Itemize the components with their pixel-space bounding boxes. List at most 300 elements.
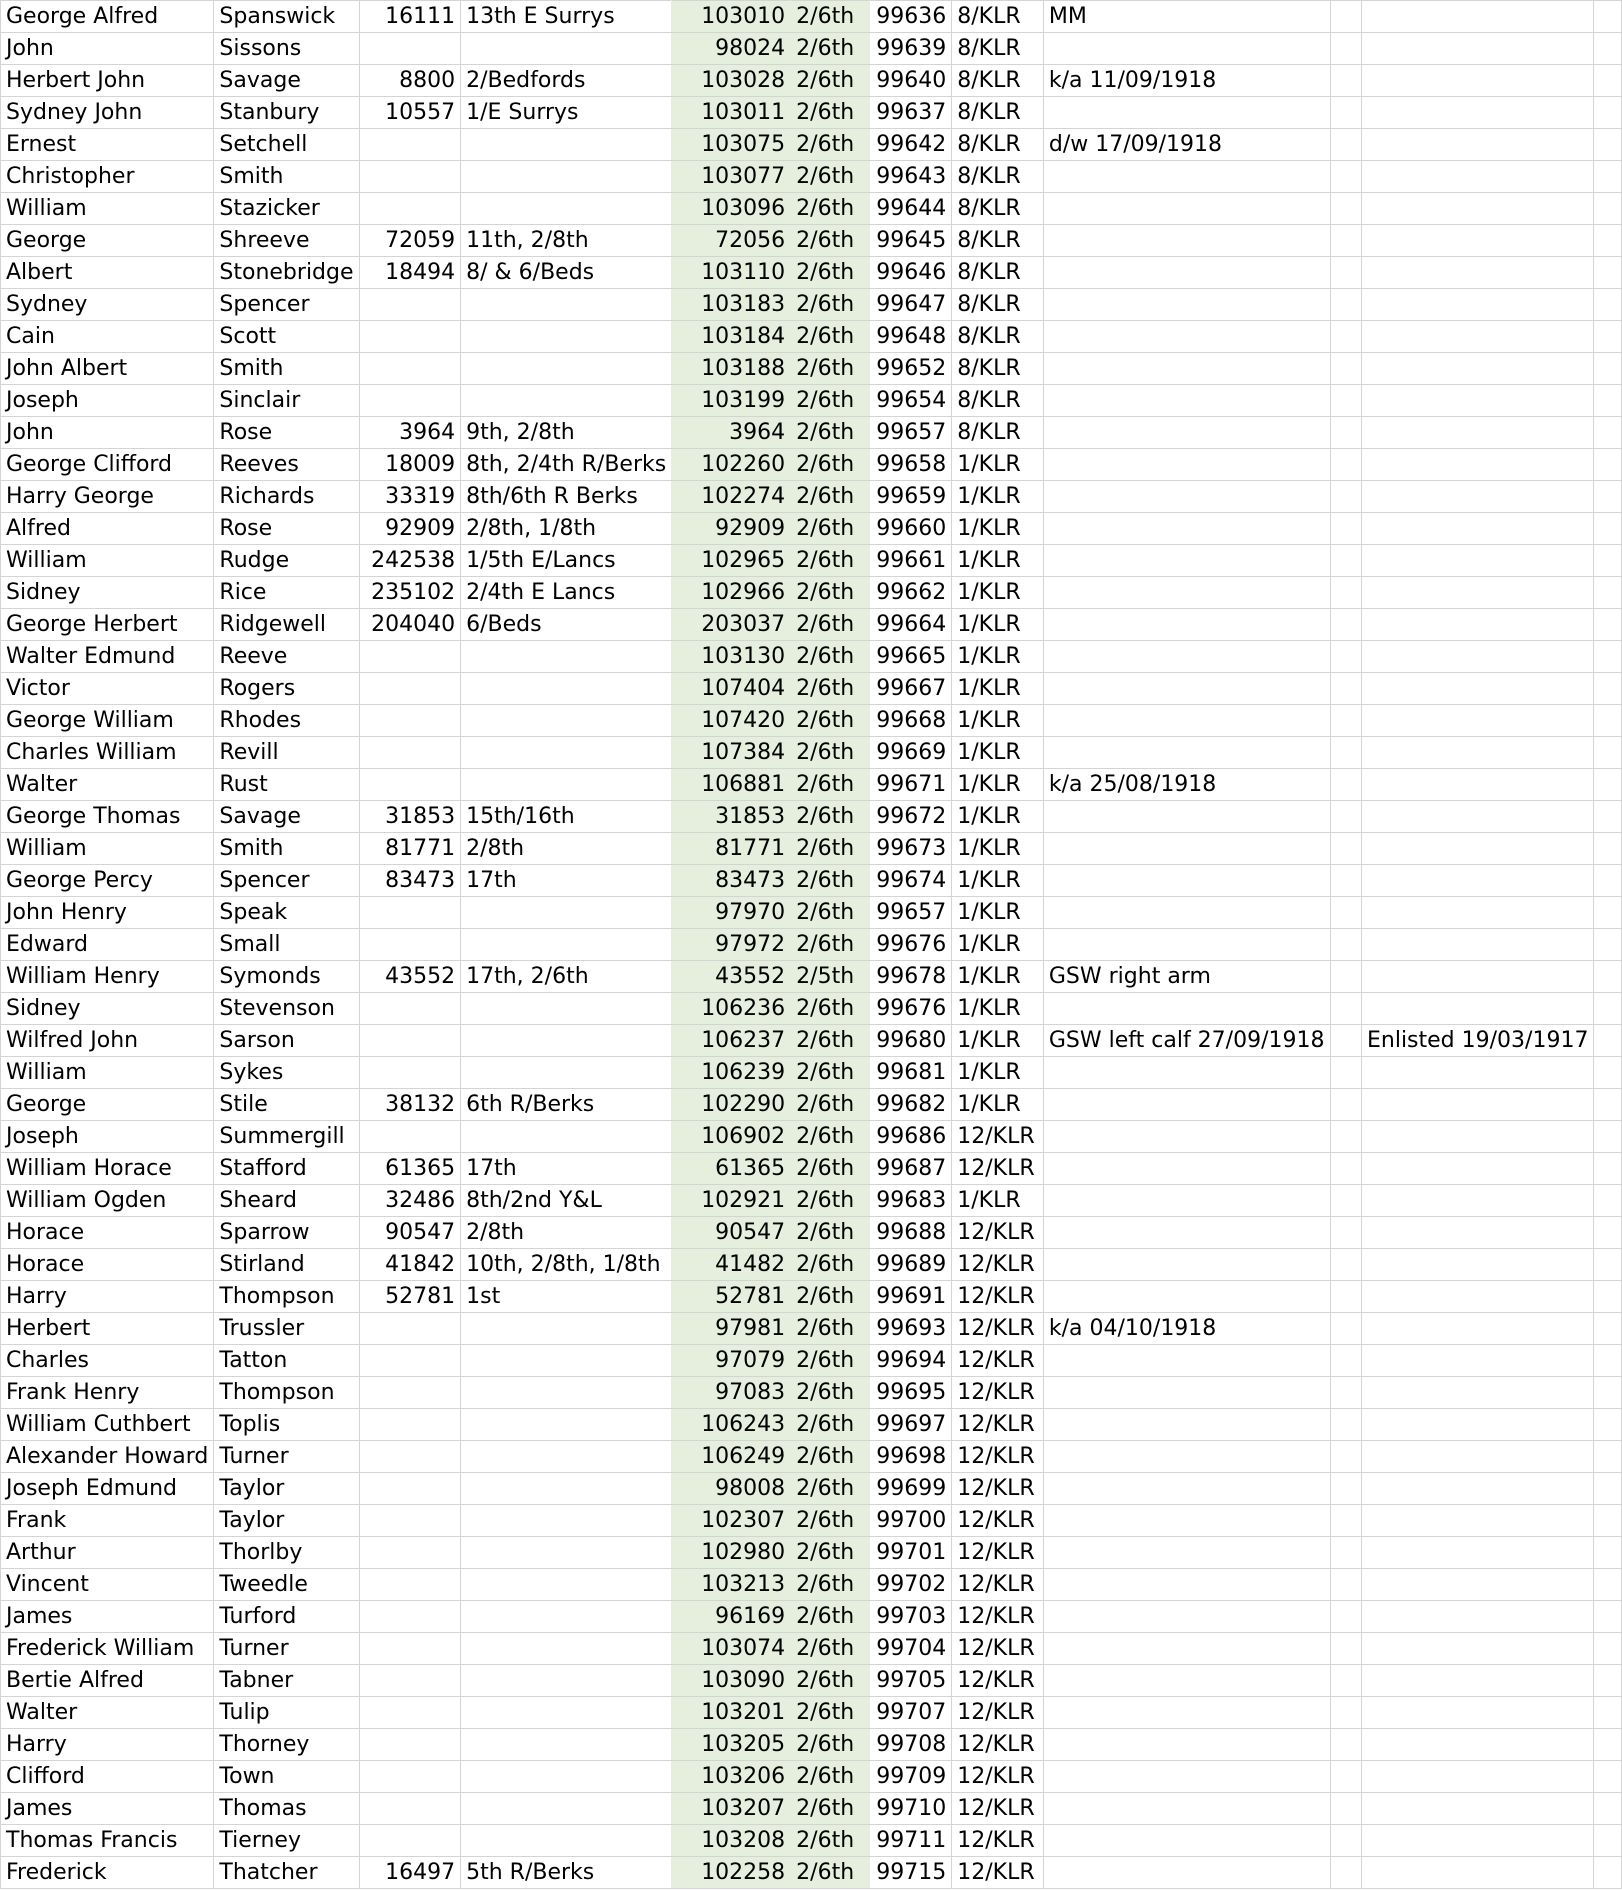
cell-extra[interactable] (1361, 641, 1593, 673)
cell-kl-number[interactable]: 99697 (870, 1409, 952, 1441)
cell-new-unit[interactable]: 2/6th (791, 289, 870, 321)
cell-extra[interactable] (1361, 1473, 1593, 1505)
cell-old-number[interactable]: 16497 (359, 1857, 461, 1889)
cell-new-unit[interactable]: 2/6th (791, 1505, 870, 1537)
cell-new-unit[interactable]: 2/6th (791, 833, 870, 865)
cell-col-j[interactable] (1330, 1377, 1361, 1409)
cell-col-j[interactable] (1330, 769, 1361, 801)
cell-first-name[interactable]: Charles (1, 1345, 214, 1377)
cell-col-j[interactable] (1330, 417, 1361, 449)
cell-col-j[interactable] (1330, 1057, 1361, 1089)
cell-new-number[interactable]: 72056 (672, 225, 791, 257)
cell-new-number[interactable]: 103205 (672, 1729, 791, 1761)
cell-new-number[interactable]: 102980 (672, 1537, 791, 1569)
cell-col-l[interactable] (1594, 321, 1622, 353)
cell-surname[interactable]: Thomas (214, 1793, 359, 1825)
cell-col-l[interactable] (1594, 353, 1622, 385)
cell-col-j[interactable] (1330, 1697, 1361, 1729)
cell-surname[interactable]: Richards (214, 481, 359, 513)
cell-extra[interactable] (1361, 897, 1593, 929)
cell-new-unit[interactable]: 2/6th (791, 577, 870, 609)
cell-col-j[interactable] (1330, 609, 1361, 641)
cell-kl-number[interactable]: 99658 (870, 449, 952, 481)
cell-new-unit[interactable]: 2/6th (791, 161, 870, 193)
cell-kl-number[interactable]: 99661 (870, 545, 952, 577)
cell-old-number[interactable] (359, 705, 461, 737)
cell-old-number[interactable]: 81771 (359, 833, 461, 865)
cell-surname[interactable]: Smith (214, 353, 359, 385)
cell-surname[interactable]: Tierney (214, 1825, 359, 1857)
cell-first-name[interactable]: Bertie Alfred (1, 1665, 214, 1697)
cell-col-j[interactable] (1330, 449, 1361, 481)
cell-surname[interactable]: Stanbury (214, 97, 359, 129)
cell-col-l[interactable] (1594, 449, 1622, 481)
cell-first-name[interactable]: George Clifford (1, 449, 214, 481)
cell-first-name[interactable]: Joseph Edmund (1, 1473, 214, 1505)
cell-note[interactable] (1043, 1857, 1330, 1889)
cell-kl-number[interactable]: 99681 (870, 1057, 952, 1089)
cell-first-name[interactable]: John (1, 417, 214, 449)
cell-kl-unit[interactable]: 1/KLR (952, 737, 1044, 769)
cell-note[interactable] (1043, 673, 1330, 705)
cell-new-unit[interactable]: 2/6th (791, 449, 870, 481)
cell-extra[interactable] (1361, 481, 1593, 513)
cell-new-number[interactable]: 103077 (672, 161, 791, 193)
cell-surname[interactable]: Revill (214, 737, 359, 769)
cell-col-l[interactable] (1594, 1313, 1622, 1345)
cell-extra[interactable] (1361, 321, 1593, 353)
cell-first-name[interactable]: William Horace (1, 1153, 214, 1185)
cell-note[interactable] (1043, 929, 1330, 961)
cell-surname[interactable]: Rogers (214, 673, 359, 705)
cell-surname[interactable]: Savage (214, 65, 359, 97)
cell-old-unit[interactable] (461, 929, 672, 961)
cell-first-name[interactable]: Arthur (1, 1537, 214, 1569)
cell-new-number[interactable]: 102966 (672, 577, 791, 609)
cell-old-unit[interactable] (461, 1665, 672, 1697)
cell-old-number[interactable]: 52781 (359, 1281, 461, 1313)
cell-note[interactable] (1043, 1377, 1330, 1409)
cell-note[interactable] (1043, 385, 1330, 417)
cell-new-number[interactable]: 107404 (672, 673, 791, 705)
cell-old-number[interactable] (359, 1825, 461, 1857)
cell-old-number[interactable] (359, 321, 461, 353)
cell-note[interactable] (1043, 1697, 1330, 1729)
cell-kl-unit[interactable]: 8/KLR (952, 33, 1044, 65)
cell-col-l[interactable] (1594, 1569, 1622, 1601)
cell-old-number[interactable] (359, 929, 461, 961)
cell-new-number[interactable]: 102260 (672, 449, 791, 481)
cell-new-number[interactable]: 106881 (672, 769, 791, 801)
cell-old-number[interactable]: 83473 (359, 865, 461, 897)
cell-new-number[interactable]: 106902 (672, 1121, 791, 1153)
cell-kl-unit[interactable]: 12/KLR (952, 1121, 1044, 1153)
cell-surname[interactable]: Smith (214, 161, 359, 193)
cell-kl-unit[interactable]: 12/KLR (952, 1697, 1044, 1729)
cell-new-unit[interactable]: 2/6th (791, 1185, 870, 1217)
cell-old-unit[interactable] (461, 1505, 672, 1537)
cell-extra[interactable] (1361, 1409, 1593, 1441)
cell-surname[interactable]: Stonebridge (214, 257, 359, 289)
cell-note[interactable] (1043, 737, 1330, 769)
cell-col-l[interactable] (1594, 1185, 1622, 1217)
cell-col-j[interactable] (1330, 1153, 1361, 1185)
cell-col-l[interactable] (1594, 705, 1622, 737)
cell-extra[interactable] (1361, 1281, 1593, 1313)
cell-note[interactable] (1043, 609, 1330, 641)
cell-old-number[interactable] (359, 1505, 461, 1537)
cell-note[interactable] (1043, 33, 1330, 65)
cell-extra[interactable] (1361, 1665, 1593, 1697)
cell-old-unit[interactable] (461, 129, 672, 161)
cell-col-l[interactable] (1594, 1825, 1622, 1857)
cell-old-unit[interactable] (461, 321, 672, 353)
cell-old-unit[interactable] (461, 289, 672, 321)
cell-new-number[interactable]: 103130 (672, 641, 791, 673)
cell-note[interactable] (1043, 1441, 1330, 1473)
cell-extra[interactable] (1361, 129, 1593, 161)
cell-old-number[interactable]: 18494 (359, 257, 461, 289)
cell-kl-unit[interactable]: 1/KLR (952, 961, 1044, 993)
cell-old-number[interactable] (359, 1665, 461, 1697)
cell-surname[interactable]: Rose (214, 417, 359, 449)
cell-first-name[interactable]: Frank Henry (1, 1377, 214, 1409)
cell-new-number[interactable]: 97981 (672, 1313, 791, 1345)
cell-new-unit[interactable]: 2/6th (791, 673, 870, 705)
cell-col-l[interactable] (1594, 1217, 1622, 1249)
cell-old-unit[interactable] (461, 1409, 672, 1441)
cell-new-unit[interactable]: 2/6th (791, 129, 870, 161)
cell-new-unit[interactable]: 2/6th (791, 1313, 870, 1345)
cell-kl-number[interactable]: 99702 (870, 1569, 952, 1601)
cell-new-unit[interactable]: 2/6th (791, 1825, 870, 1857)
cell-note[interactable]: k/a 04/10/1918 (1043, 1313, 1330, 1345)
cell-kl-number[interactable]: 99669 (870, 737, 952, 769)
cell-kl-number[interactable]: 99698 (870, 1441, 952, 1473)
cell-new-unit[interactable]: 2/6th (791, 1697, 870, 1729)
cell-kl-number[interactable]: 99710 (870, 1793, 952, 1825)
cell-old-number[interactable] (359, 289, 461, 321)
cell-note[interactable] (1043, 1121, 1330, 1153)
cell-new-number[interactable]: 103090 (672, 1665, 791, 1697)
cell-col-l[interactable] (1594, 33, 1622, 65)
cell-old-unit[interactable] (461, 1793, 672, 1825)
cell-kl-unit[interactable]: 12/KLR (952, 1153, 1044, 1185)
cell-kl-number[interactable]: 99673 (870, 833, 952, 865)
cell-note[interactable] (1043, 1153, 1330, 1185)
cell-first-name[interactable]: John Henry (1, 897, 214, 929)
cell-col-j[interactable] (1330, 801, 1361, 833)
cell-surname[interactable]: Thompson (214, 1377, 359, 1409)
cell-surname[interactable]: Taylor (214, 1473, 359, 1505)
cell-col-j[interactable] (1330, 865, 1361, 897)
cell-col-j[interactable] (1330, 1121, 1361, 1153)
cell-old-unit[interactable] (461, 1633, 672, 1665)
cell-old-unit[interactable]: 10th, 2/8th, 1/8th (461, 1249, 672, 1281)
cell-col-j[interactable] (1330, 1793, 1361, 1825)
cell-kl-unit[interactable]: 1/KLR (952, 865, 1044, 897)
cell-new-unit[interactable]: 2/6th (791, 321, 870, 353)
cell-extra[interactable] (1361, 193, 1593, 225)
cell-kl-unit[interactable]: 12/KLR (952, 1281, 1044, 1313)
cell-surname[interactable]: Town (214, 1761, 359, 1793)
cell-col-l[interactable] (1594, 673, 1622, 705)
cell-new-unit[interactable]: 2/6th (791, 513, 870, 545)
cell-new-number[interactable]: 103199 (672, 385, 791, 417)
cell-surname[interactable]: Stile (214, 1089, 359, 1121)
cell-old-unit[interactable]: 17th, 2/6th (461, 961, 672, 993)
cell-extra[interactable] (1361, 833, 1593, 865)
cell-old-number[interactable] (359, 193, 461, 225)
cell-first-name[interactable]: William (1, 833, 214, 865)
cell-first-name[interactable]: Herbert John (1, 65, 214, 97)
cell-note[interactable] (1043, 577, 1330, 609)
cell-new-number[interactable]: 97079 (672, 1345, 791, 1377)
cell-first-name[interactable]: Joseph (1, 1121, 214, 1153)
cell-new-number[interactable]: 103074 (672, 1633, 791, 1665)
cell-note[interactable] (1043, 1505, 1330, 1537)
cell-old-unit[interactable] (461, 1345, 672, 1377)
cell-col-l[interactable] (1594, 257, 1622, 289)
cell-col-j[interactable] (1330, 193, 1361, 225)
cell-col-j[interactable] (1330, 225, 1361, 257)
cell-kl-unit[interactable]: 1/KLR (952, 1057, 1044, 1089)
cell-col-l[interactable] (1594, 385, 1622, 417)
cell-old-number[interactable] (359, 1121, 461, 1153)
cell-extra[interactable] (1361, 1537, 1593, 1569)
cell-old-number[interactable] (359, 1729, 461, 1761)
cell-note[interactable] (1043, 1345, 1330, 1377)
cell-note[interactable] (1043, 897, 1330, 929)
cell-col-l[interactable] (1594, 577, 1622, 609)
cell-first-name[interactable]: Frederick William (1, 1633, 214, 1665)
cell-col-l[interactable] (1594, 609, 1622, 641)
cell-surname[interactable]: Stirland (214, 1249, 359, 1281)
cell-surname[interactable]: Rudge (214, 545, 359, 577)
cell-old-number[interactable] (359, 33, 461, 65)
cell-surname[interactable]: Thompson (214, 1281, 359, 1313)
cell-note[interactable] (1043, 353, 1330, 385)
cell-note[interactable] (1043, 225, 1330, 257)
cell-col-l[interactable] (1594, 1441, 1622, 1473)
cell-kl-unit[interactable]: 1/KLR (952, 1185, 1044, 1217)
cell-old-number[interactable]: 72059 (359, 225, 461, 257)
cell-col-j[interactable] (1330, 1505, 1361, 1537)
cell-first-name[interactable]: Edward (1, 929, 214, 961)
cell-note[interactable] (1043, 705, 1330, 737)
cell-kl-unit[interactable]: 8/KLR (952, 385, 1044, 417)
cell-old-number[interactable]: 235102 (359, 577, 461, 609)
cell-col-j[interactable] (1330, 705, 1361, 737)
cell-old-unit[interactable]: 15th/16th (461, 801, 672, 833)
cell-col-j[interactable] (1330, 1473, 1361, 1505)
cell-note[interactable] (1043, 1409, 1330, 1441)
cell-surname[interactable]: Reeves (214, 449, 359, 481)
cell-note[interactable] (1043, 865, 1330, 897)
cell-col-l[interactable] (1594, 129, 1622, 161)
cell-note[interactable] (1043, 161, 1330, 193)
cell-col-l[interactable] (1594, 1409, 1622, 1441)
cell-col-l[interactable] (1594, 1665, 1622, 1697)
cell-first-name[interactable]: John Albert (1, 353, 214, 385)
cell-surname[interactable]: Thorney (214, 1729, 359, 1761)
cell-kl-number[interactable]: 99639 (870, 33, 952, 65)
cell-col-j[interactable] (1330, 641, 1361, 673)
cell-col-l[interactable] (1594, 1633, 1622, 1665)
cell-col-j[interactable] (1330, 993, 1361, 1025)
cell-old-number[interactable]: 43552 (359, 961, 461, 993)
cell-old-number[interactable]: 204040 (359, 609, 461, 641)
cell-new-number[interactable]: 52781 (672, 1281, 791, 1313)
cell-new-number[interactable]: 103208 (672, 1825, 791, 1857)
cell-new-number[interactable]: 103028 (672, 65, 791, 97)
cell-kl-number[interactable]: 99688 (870, 1217, 952, 1249)
cell-kl-unit[interactable]: 8/KLR (952, 193, 1044, 225)
cell-surname[interactable]: Sykes (214, 1057, 359, 1089)
cell-first-name[interactable]: Walter Edmund (1, 641, 214, 673)
cell-old-unit[interactable] (461, 1025, 672, 1057)
cell-old-unit[interactable] (461, 641, 672, 673)
cell-kl-number[interactable]: 99637 (870, 97, 952, 129)
cell-col-j[interactable] (1330, 1249, 1361, 1281)
cell-new-number[interactable]: 103207 (672, 1793, 791, 1825)
cell-old-number[interactable]: 38132 (359, 1089, 461, 1121)
cell-old-number[interactable] (359, 641, 461, 673)
cell-col-j[interactable] (1330, 1, 1361, 33)
cell-new-number[interactable]: 97972 (672, 929, 791, 961)
cell-col-j[interactable] (1330, 481, 1361, 513)
cell-kl-number[interactable]: 99691 (870, 1281, 952, 1313)
cell-kl-number[interactable]: 99664 (870, 609, 952, 641)
cell-old-unit[interactable]: 9th, 2/8th (461, 417, 672, 449)
cell-col-l[interactable] (1594, 737, 1622, 769)
cell-col-l[interactable] (1594, 1857, 1622, 1889)
cell-new-unit[interactable]: 2/6th (791, 1633, 870, 1665)
cell-note[interactable] (1043, 1249, 1330, 1281)
cell-old-number[interactable] (359, 1697, 461, 1729)
cell-extra[interactable] (1361, 385, 1593, 417)
cell-surname[interactable]: Sheard (214, 1185, 359, 1217)
cell-surname[interactable]: Tweedle (214, 1569, 359, 1601)
cell-note[interactable] (1043, 1633, 1330, 1665)
cell-kl-number[interactable]: 99705 (870, 1665, 952, 1697)
cell-new-number[interactable]: 102307 (672, 1505, 791, 1537)
cell-first-name[interactable]: George (1, 225, 214, 257)
cell-new-number[interactable]: 81771 (672, 833, 791, 865)
cell-new-unit[interactable]: 2/6th (791, 1857, 870, 1889)
cell-new-unit[interactable]: 2/6th (791, 1345, 870, 1377)
cell-extra[interactable] (1361, 577, 1593, 609)
cell-old-unit[interactable] (461, 161, 672, 193)
cell-new-number[interactable]: 103183 (672, 289, 791, 321)
cell-extra[interactable] (1361, 769, 1593, 801)
cell-extra[interactable] (1361, 1761, 1593, 1793)
cell-new-number[interactable]: 98008 (672, 1473, 791, 1505)
cell-kl-unit[interactable]: 12/KLR (952, 1217, 1044, 1249)
cell-first-name[interactable]: Frank (1, 1505, 214, 1537)
cell-note[interactable] (1043, 833, 1330, 865)
cell-surname[interactable]: Speak (214, 897, 359, 929)
cell-old-unit[interactable]: 13th E Surrys (461, 1, 672, 33)
cell-col-l[interactable] (1594, 865, 1622, 897)
cell-kl-unit[interactable]: 12/KLR (952, 1505, 1044, 1537)
cell-kl-number[interactable]: 99665 (870, 641, 952, 673)
cell-first-name[interactable]: Harry George (1, 481, 214, 513)
cell-new-unit[interactable]: 2/6th (791, 193, 870, 225)
cell-col-j[interactable] (1330, 1537, 1361, 1569)
cell-new-number[interactable]: 103011 (672, 97, 791, 129)
cell-kl-unit[interactable]: 1/KLR (952, 1089, 1044, 1121)
cell-col-j[interactable] (1330, 257, 1361, 289)
cell-old-unit[interactable] (461, 897, 672, 929)
cell-old-number[interactable] (359, 993, 461, 1025)
cell-kl-number[interactable]: 99676 (870, 993, 952, 1025)
cell-note[interactable] (1043, 1281, 1330, 1313)
cell-first-name[interactable]: Wilfred John (1, 1025, 214, 1057)
cell-old-unit[interactable]: 1st (461, 1281, 672, 1313)
cell-col-l[interactable] (1594, 1249, 1622, 1281)
cell-kl-unit[interactable]: 12/KLR (952, 1441, 1044, 1473)
cell-col-l[interactable] (1594, 417, 1622, 449)
cell-first-name[interactable]: Ernest (1, 129, 214, 161)
cell-first-name[interactable]: John (1, 33, 214, 65)
cell-old-unit[interactable]: 2/8th, 1/8th (461, 513, 672, 545)
cell-col-j[interactable] (1330, 1761, 1361, 1793)
cell-surname[interactable]: Sarson (214, 1025, 359, 1057)
cell-old-unit[interactable]: 2/Bedfords (461, 65, 672, 97)
cell-kl-unit[interactable]: 1/KLR (952, 705, 1044, 737)
cell-kl-number[interactable]: 99645 (870, 225, 952, 257)
cell-extra[interactable] (1361, 1793, 1593, 1825)
cell-kl-number[interactable]: 99680 (870, 1025, 952, 1057)
cell-old-number[interactable] (359, 1633, 461, 1665)
cell-new-number[interactable]: 103201 (672, 1697, 791, 1729)
cell-extra[interactable] (1361, 1697, 1593, 1729)
cell-surname[interactable]: Trussler (214, 1313, 359, 1345)
cell-new-number[interactable]: 107420 (672, 705, 791, 737)
cell-extra[interactable] (1361, 609, 1593, 641)
cell-first-name[interactable]: George Thomas (1, 801, 214, 833)
cell-kl-unit[interactable]: 1/KLR (952, 801, 1044, 833)
cell-extra[interactable] (1361, 1, 1593, 33)
cell-first-name[interactable]: Charles William (1, 737, 214, 769)
cell-old-number[interactable]: 31853 (359, 801, 461, 833)
cell-new-unit[interactable]: 2/6th (791, 1089, 870, 1121)
cell-extra[interactable] (1361, 33, 1593, 65)
cell-kl-number[interactable]: 99682 (870, 1089, 952, 1121)
cell-kl-number[interactable]: 99662 (870, 577, 952, 609)
cell-col-j[interactable] (1330, 385, 1361, 417)
cell-new-unit[interactable]: 2/6th (791, 1217, 870, 1249)
cell-old-number[interactable] (359, 1025, 461, 1057)
cell-first-name[interactable]: Sidney (1, 577, 214, 609)
cell-new-unit[interactable]: 2/6th (791, 385, 870, 417)
cell-first-name[interactable]: Frederick (1, 1857, 214, 1889)
cell-new-unit[interactable]: 2/6th (791, 1793, 870, 1825)
cell-kl-number[interactable]: 99636 (870, 1, 952, 33)
cell-col-j[interactable] (1330, 1441, 1361, 1473)
cell-new-number[interactable]: 203037 (672, 609, 791, 641)
cell-new-number[interactable]: 102290 (672, 1089, 791, 1121)
cell-kl-number[interactable]: 99660 (870, 513, 952, 545)
cell-first-name[interactable]: William Ogden (1, 1185, 214, 1217)
cell-extra[interactable] (1361, 865, 1593, 897)
cell-old-number[interactable] (359, 161, 461, 193)
cell-kl-unit[interactable]: 12/KLR (952, 1665, 1044, 1697)
cell-kl-number[interactable]: 99668 (870, 705, 952, 737)
cell-note[interactable] (1043, 1057, 1330, 1089)
cell-note[interactable] (1043, 193, 1330, 225)
